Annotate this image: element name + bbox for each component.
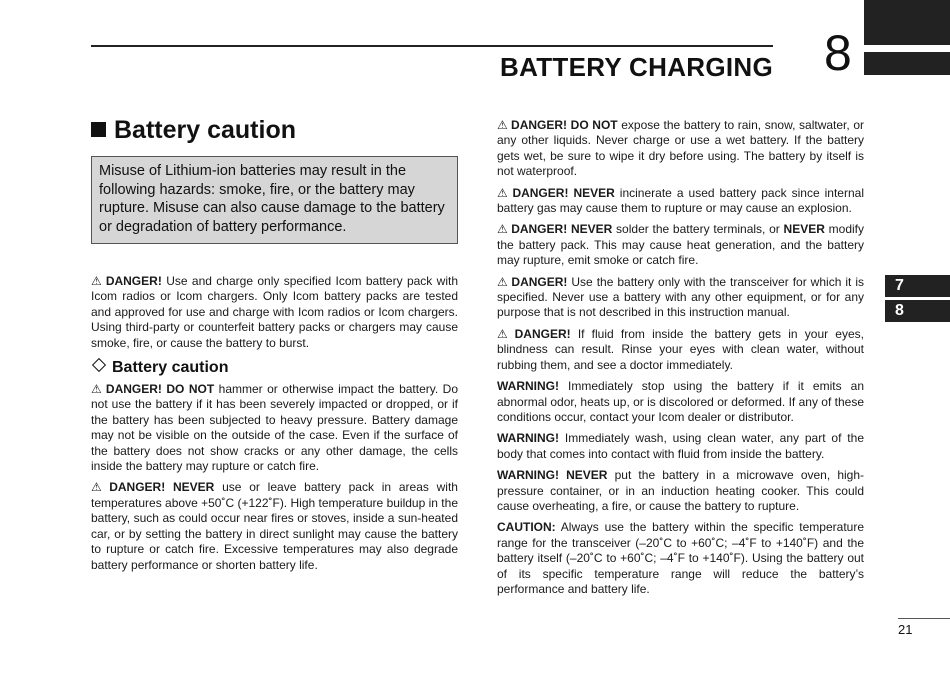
footer-rule	[898, 618, 950, 619]
subsection-heading-text: Battery caution	[112, 359, 229, 377]
right-column	[497, 118, 864, 603]
paragraph-text: use or leave battery pack in areas with temperatures above +50˚C (+122˚F). High temperature buildup in the battery, such as could occur near fires or stoves, inside a sun-heated car, or by setting the battery in direct sunlight may cause the battery to rupture or catch fire. Excessive temperatures may also degrade battery performance or shorten battery life.	[91, 480, 458, 572]
warning-icon: ⚠	[91, 274, 103, 288]
chapter-tab-block-bottom	[864, 52, 950, 75]
left-column	[91, 274, 458, 579]
warning-icon: ⚠	[497, 274, 509, 289]
paragraph-text: Use the battery only with the transceiver for which it is specified. Never use a battery with any other equipment, or for any purpose that is not described in this instruction manual.	[497, 274, 864, 320]
danger-label: DANGER!	[105, 274, 162, 288]
warning-icon: ⚠	[497, 185, 510, 200]
section-heading	[91, 116, 296, 145]
page-number: 21	[898, 622, 913, 637]
chapter-title: BATTERY CHARGING	[500, 52, 773, 82]
caution-label: CAUTION:	[497, 520, 556, 535]
paragraph-text: put the battery in a microwave oven, high-pressure container, or in an induction heating cooker. This could cause overheating, a fire, or cause the battery to rupture.	[497, 468, 865, 513]
notice-box: Misuse of Lithium-ion batteries may result in the following hazards: smoke, fire, or the battery may rupture. Misuse can also cause damage to the battery or degradation of battery performance.	[91, 156, 458, 244]
paragraph	[497, 186, 864, 217]
paragraph-text: If fluid from inside the battery gets in your eyes, blindness can result. Rinse your eyes with clean water, without rubbing them, and see a doctor immediately.	[497, 326, 864, 372]
danger-label: DANGER! NEVER	[109, 480, 215, 495]
paragraph-text: Always use the battery within the specific temperature range for the transceiver (–20˚C to +60˚C; –4˚F to +140˚F) and the battery itself (–20˚C to +60˚C; –4˚F to +140˚F). Using the battery out of its specific temperature range will reduce the battery’s performance and battery life.	[497, 520, 864, 596]
paragraph-text: Use and charge only specified Icom battery pack with Icom radios or Icom chargers. Only Icom battery packs are tested and approved for use and charge with Icom radios or Icom chargers. Using third-party or counterfeit battery packs or chargers may cause smoke, fire, or cause the battery to burst.	[91, 274, 459, 350]
diamond-icon	[92, 358, 106, 372]
paragraph	[497, 431, 864, 462]
paragraph	[91, 480, 458, 572]
paragraph-text: modify the battery pack. This may cause heat generation, and the battery may rupture, emit smoke or catch fire.	[497, 222, 864, 268]
header-rule	[91, 45, 773, 47]
square-bullet-icon	[91, 122, 106, 137]
warning-label: WARNING!	[497, 379, 559, 394]
danger-label: DANGER! DO NOT	[511, 118, 618, 132]
paragraph-text: solder the battery terminals, or	[612, 222, 784, 237]
warning-label: WARNING!	[497, 431, 559, 446]
warning-icon: ⚠	[497, 326, 512, 341]
subsection-heading	[91, 359, 458, 377]
paragraph	[497, 118, 864, 180]
danger-label: DANGER! NEVER	[511, 222, 613, 237]
warning-icon: ⚠	[497, 118, 509, 132]
paragraph	[91, 274, 458, 351]
paragraph-text: Immediately wash, using clean water, any part of the body that comes into contact with fluid from inside the battery.	[497, 431, 864, 461]
chapter-tab-block-top	[864, 0, 950, 45]
section-heading-text: Battery caution	[114, 116, 296, 144]
paragraph	[497, 327, 864, 373]
paragraph	[497, 222, 864, 268]
danger-label: DANGER! NEVER	[512, 185, 615, 200]
paragraph	[497, 379, 864, 425]
warning-label: WARNING! NEVER	[497, 468, 608, 483]
warning-icon: ⚠	[91, 480, 107, 495]
chapter-tab-7[interactable]: 7	[885, 275, 950, 297]
paragraph	[91, 382, 458, 474]
paragraph-text: hammer or otherwise impact the battery. Do not use the battery if it has been severely impacted or dropped, or if the battery has been subjected to heavy pressure. Battery damage may not be visible on the outside of the case. Even if the surface of the battery does not show cracks or any other damage, the cells inside the battery may rupture or catch fire.	[91, 382, 459, 474]
paragraph-text: Immediately stop using the battery if it emits an abnormal odor, heats up, or is discolored or deformed. If any of these conditions occur, contact your Icom dealer or distributor.	[497, 379, 864, 424]
danger-label: DANGER!	[514, 326, 571, 341]
danger-label: DANGER!	[511, 274, 568, 289]
warning-icon: ⚠	[91, 382, 103, 397]
paragraph	[497, 275, 864, 321]
chapter-tab-8[interactable]: 8	[885, 300, 950, 322]
danger-label: NEVER	[783, 222, 825, 237]
warning-icon: ⚠	[497, 222, 509, 237]
paragraph	[497, 468, 864, 514]
paragraph	[497, 520, 864, 597]
paragraph-text: incinerate a used battery pack since internal battery gas may cause them to rupture or may cause an explosion.	[497, 185, 864, 216]
paragraph-text: expose the battery to rain, snow, saltwater, or any other liquids. Never charge or use a wet battery. If the battery gets wet, be sure to wipe it dry before using. The battery by itself is not waterproof.	[497, 118, 864, 179]
danger-label: DANGER! DO NOT	[105, 382, 215, 397]
chapter-number: 8	[824, 25, 852, 81]
